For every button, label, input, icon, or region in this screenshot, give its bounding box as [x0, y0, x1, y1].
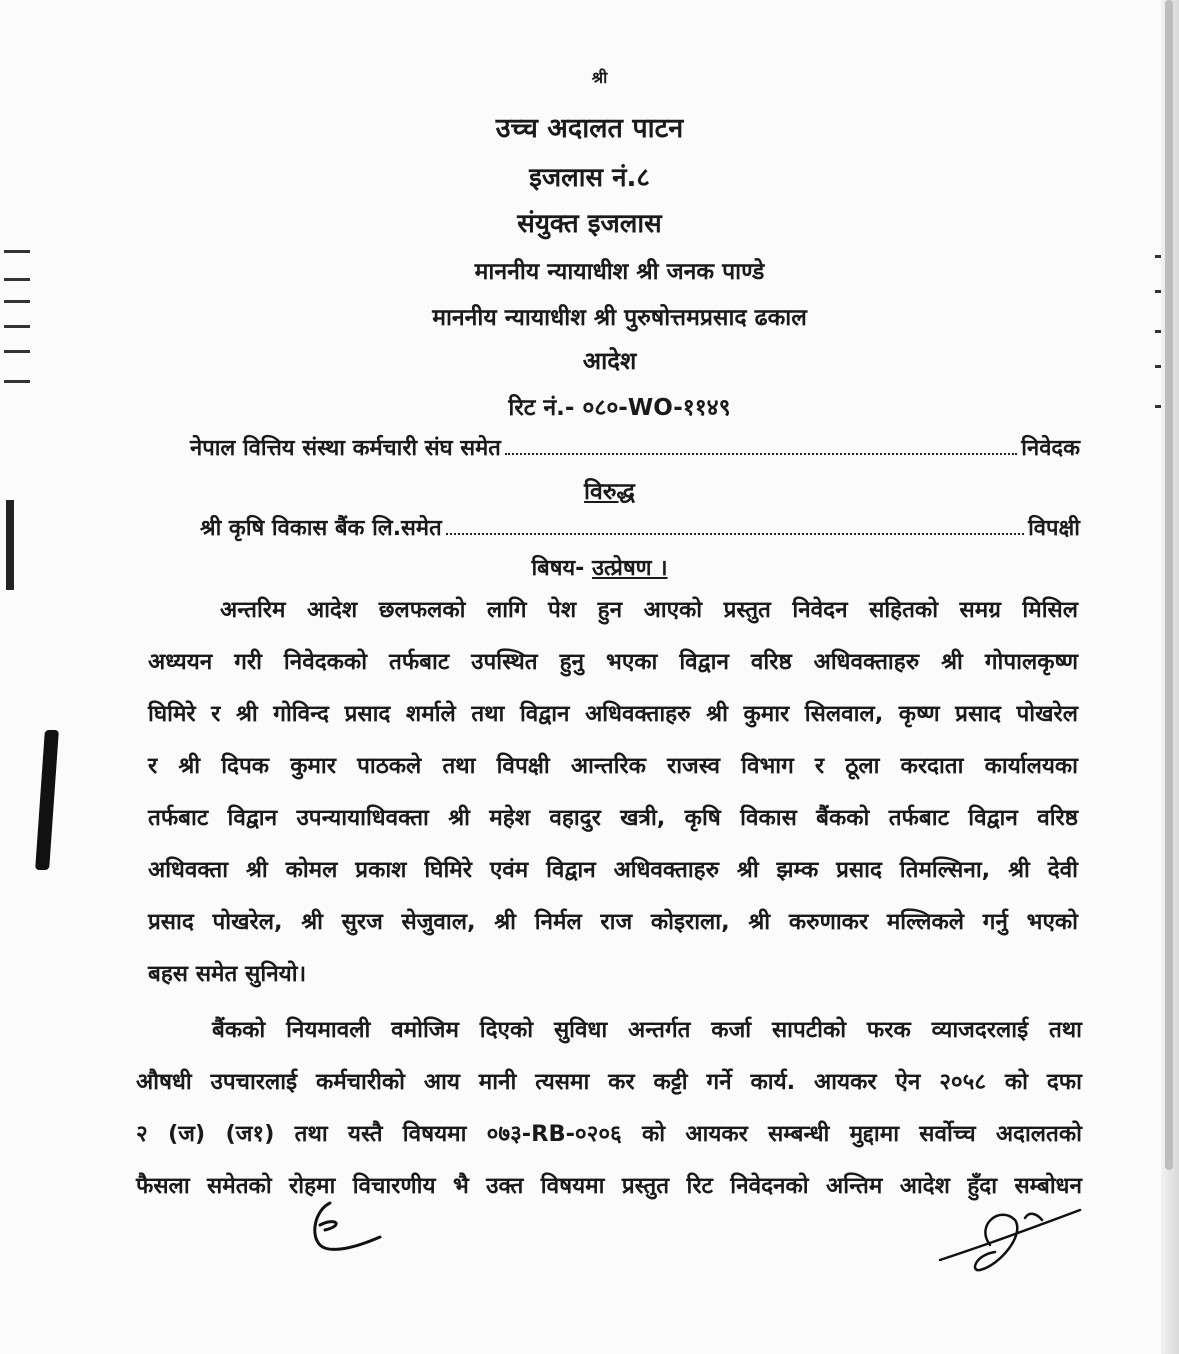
paragraph-line: प्रसाद पोखरेल, श्री सुरज सेजुवाल, श्री निर्मल राज कोइराला, श्री करुणाकर मल्लिकले गर्नु भएको	[148, 909, 1078, 935]
paragraph-consideration	[136, 1004, 1082, 1212]
dotted-leader	[505, 453, 1017, 455]
order-heading: आदेश	[582, 347, 637, 375]
judge-1: माननीय न्यायाधीश श्री जनक पाण्डे	[474, 259, 765, 285]
petitioner-role: निवेदक	[1021, 436, 1080, 461]
court-name: उच्च अदालत पाटन	[495, 113, 684, 144]
judge-2: माननीय न्यायाधीश श्री पुरुषोत्तमप्रसाद ढकाल	[432, 305, 807, 331]
subject-label: बिषय-	[531, 556, 585, 581]
petitioner-name: नेपाल वित्तिय संस्था कर्मचारी संघ समेत	[190, 436, 501, 461]
bench-type: संयुक्त इजलास	[517, 209, 662, 239]
paragraph-line: अध्ययन गरी निवेदकको तर्फबाट उपस्थित हुनु भएका विद्वान वरिष्ठ अधिवक्ताहरु श्री गोपालकृष्ण	[148, 649, 1078, 675]
paragraph-line: अन्तरिम आदेश छलफलको लागि पेश हुन आएको प्रस्तुत निवेदन सहितको समग्र मिसिल	[220, 597, 1078, 623]
respondent-role: विपक्षी	[1028, 516, 1080, 541]
writ-number: रिट नं.- ०८०-WO-११४९	[508, 395, 731, 421]
left-scan-stroke	[35, 730, 59, 870]
dotted-leader	[446, 533, 1024, 535]
invocation: श्री	[591, 68, 608, 87]
respondent-name: श्री कृषि विकास बैंक लि.समेत	[200, 516, 442, 541]
paragraph-line: तर्फबाट विद्वान उपन्यायाधिवक्ता श्री महेश वहादुर खत्री, कृषि विकास बैंकको तर्फबाट विद्वान वरिष्ठ	[148, 805, 1078, 831]
bench-number: इजलास नं.८	[529, 163, 650, 193]
paragraph-hearing	[148, 584, 1078, 1000]
petitioner-row	[190, 432, 1080, 462]
paragraph-line: बहस समेत सुनियो।	[148, 961, 307, 987]
signature-left	[290, 1195, 400, 1265]
paragraph-line: अधिवक्ता श्री कोमल प्रकाश घिमिरे एवंम विद्वान अधिवक्ताहरु श्री झम्क प्रसाद तिमल्सिना, श्री देवी	[148, 857, 1078, 883]
paragraph-line: र श्री दिपक कुमार पाठकले तथा विपक्षी आन्तरिक राजस्व विभाग र ठूला करदाता कार्यालयका	[148, 753, 1078, 779]
paragraph-line: घिमिरे र श्री गोविन्द प्रसाद शर्माले तथा विद्वान अधिवक्ताहरु श्री कुमार सिलवाल, कृष्ण प्रसाद पोखरेल	[148, 701, 1078, 727]
paragraph-line: औषधी उपचारलाई कर्मचारीको आय मानी त्यसमा कर कट्टी गर्ने कार्य. आयकर ऐन २०५८ को दफा	[136, 1069, 1082, 1095]
respondent-row	[200, 512, 1080, 542]
versus-label: विरुद्ध	[584, 479, 635, 505]
paragraph-line: २ (ज) (ज१) तथा यस्तै विषयमा ०७३-RB-०२०६ को आयकर सम्बन्धी मुद्दामा सर्वोच्च अदालतको	[136, 1121, 1082, 1147]
paragraph-line: फैसला समेतको रोहमा विचारणीय भै उक्त विषयमा प्रस्तुत रिट निवेदनको अन्तिम आदेश हुँदा सम्बोधन	[136, 1173, 1082, 1199]
paragraph-line: बैंकको नियमावली वमोजिम दिएको सुविधा अन्तर्गत कर्जा सापटीको फरक व्याजदरलाई तथा	[212, 1017, 1082, 1043]
subject-line	[10, 552, 1179, 582]
signature-right	[930, 1190, 1100, 1290]
subject-value: उत्प्रेषण ।	[591, 556, 668, 581]
